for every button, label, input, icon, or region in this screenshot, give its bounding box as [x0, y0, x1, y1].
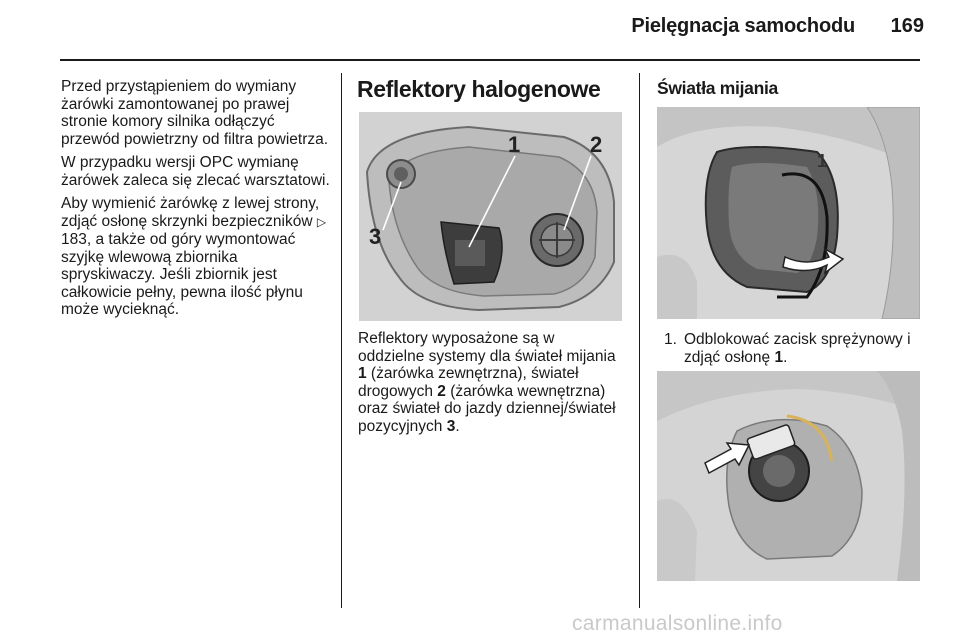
section-heading-halogen: Reflektory halogenowe [357, 76, 601, 102]
paragraph-air-filter: Przed przystąpieniem do wymiany żarówki zamontowanej po prawej stronie komory silnika odłączyć przewód powietrzny od filtra powietrza. [61, 78, 329, 148]
header-rule [60, 59, 920, 61]
cover-label-1: 1 [817, 151, 828, 171]
watermark: carmanualsonline.info [572, 612, 783, 635]
halogen-text-4: . [455, 417, 460, 435]
halogen-text-1: Reflektory wyposażone są w oddzielne systemy dla świateł mijania [358, 330, 616, 365]
page-reference-text[interactable]: 183, a także od góry wymontować szyjkę wlewową zbiornika spryskiwaczy. Jeśli zbiornik jest całkowicie pełny, pewna ilość płynu może wycieknąć. [61, 231, 303, 318]
step-number: 1. [664, 331, 677, 348]
figure-label-2: 2 [590, 132, 603, 157]
step-text: Odblokować zacisk sprężynowy i zdjąć osłonę [684, 331, 911, 366]
column-divider-right [639, 73, 640, 608]
figure-label-1: 1 [508, 132, 521, 157]
headlamp-figure [359, 112, 622, 321]
ref-high-beam: 2 [437, 382, 446, 400]
section-heading-low-beam: Światła mijania [657, 78, 778, 98]
halogen-description [358, 330, 620, 435]
halogen-text-2: (żarówka zewnętrzna), świateł drogowych [358, 365, 579, 400]
step-text-end: . [783, 349, 788, 366]
ref-position-light: 3 [446, 417, 456, 435]
halogen-text-3: (żarówka wewnętrzna) oraz świateł do jazdy dziennej/świateł pozycyjnych [358, 382, 616, 435]
paragraph-left-bulb [61, 195, 331, 319]
ref-low-beam: 1 [358, 365, 367, 382]
left-column-text [61, 78, 331, 325]
step-ref-cover: 1 [774, 349, 784, 366]
paragraph-left-bulb-start: Aby wymienić żarówkę z lewej strony, zdjąć osłonę skrzynki bezpieczników [61, 195, 320, 230]
page-reference-icon[interactable]: ▷ [316, 214, 327, 229]
page-number: 169 [890, 15, 924, 37]
spring-clip-figure [657, 371, 920, 581]
low-beam-cover-figure [657, 107, 920, 319]
paragraph-opc: W przypadku wersji OPC wymianę żarówek zaleca się zlecać warsztatowi. [61, 154, 330, 189]
step-1 [664, 331, 926, 367]
figure-label-3: 3 [369, 224, 382, 249]
column-divider-left [341, 73, 342, 608]
page-header-title: Pielęgnacja samochodu [631, 15, 855, 37]
